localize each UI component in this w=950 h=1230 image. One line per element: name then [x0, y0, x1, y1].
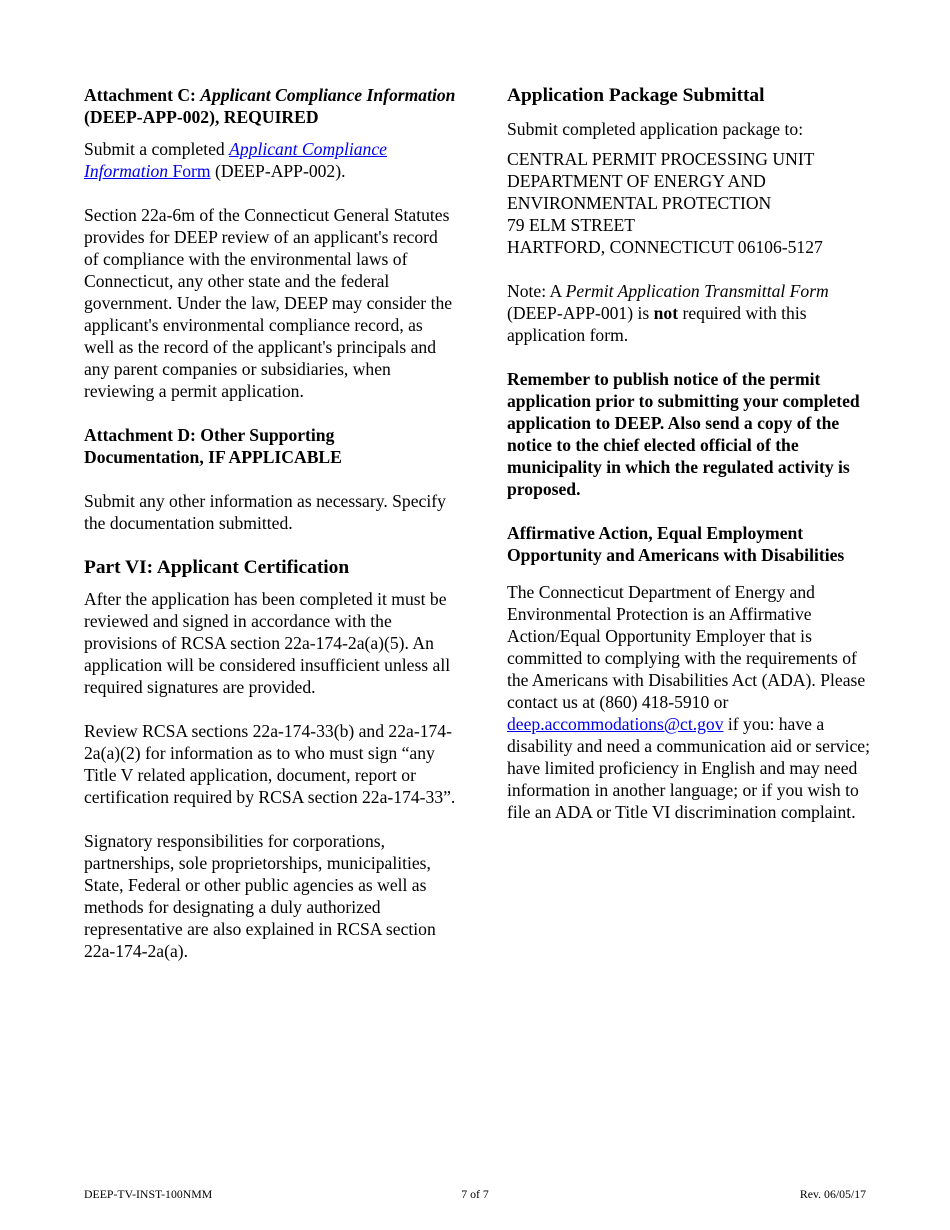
address-line: ENVIRONMENTAL PROTECTION	[507, 193, 772, 213]
footer-revision: Rev. 06/05/17	[799, 1187, 866, 1201]
ada-heading: Affirmative Action, Equal Employment Opportunity and Americans with Disabilities	[507, 523, 845, 565]
left-column	[84, 84, 456, 962]
accommodations-email-link[interactable]: deep.accommodations@ct.gov	[507, 714, 724, 734]
submittal-intro: Submit completed application package to:	[507, 119, 804, 139]
applicant-compliance-form-link[interactable]: Applicant Compliance Information Form	[84, 139, 387, 181]
part-vi-paragraph-3: Signatory responsibilities for corporations, partnerships, sole proprietorships, municipalities, State, Federal or other public agencies as well as methods for designating a duly authorized representative are also explained in RCSA section 22a-174-2a(a).	[84, 831, 436, 961]
part-vi-heading: Part VI: Applicant Certification	[84, 557, 350, 578]
attachment-d-heading: Attachment D: Other Supporting Documentation, IF APPLICABLE	[84, 425, 342, 467]
publish-notice-reminder: Remember to publish notice of the permit application prior to submitting your completed application to DEEP. Also send a copy of the notice to the chief elected official of the municipality in which the regulated activity is proposed.	[507, 369, 860, 499]
attachment-c-body: Section 22a-6m of the Connecticut General Statutes provides for DEEP review of an applicant's record of compliance with the environmental laws of Connecticut, any other state and the federal government. Under the law, DEEP may consider the applicant's environmental compliance record, as well as the record of the applicant's principals and any parent companies or subsidiaries, when reviewing a permit application.	[84, 205, 453, 401]
address-line: DEPARTMENT OF ENERGY AND	[507, 171, 766, 191]
address-line: 79 ELM STREET	[507, 215, 636, 235]
footer-doc-id: DEEP-TV-INST-100NMM	[84, 1187, 213, 1201]
address-line: CENTRAL PERMIT PROCESSING UNIT	[507, 149, 815, 169]
attachment-d-body: Submit any other information as necessary. Specify the documentation submitted.	[84, 491, 446, 533]
submittal-heading: Application Package Submittal	[507, 85, 765, 106]
part-vi-paragraph-1: After the application has been completed it must be reviewed and signed in accordance with the provisions of RCSA section 22a-174-2a(a)(5). An application will be considered insufficient unless all required signatures are provided.	[84, 589, 451, 697]
attachment-c-submit-text: Submit a completed Applicant Compliance Information Form (DEEP-APP-002).	[84, 139, 387, 181]
address-line: HARTFORD, CONNECTICUT 06106-5127	[507, 237, 823, 257]
mailing-address	[507, 148, 877, 258]
right-column	[507, 84, 877, 823]
part-vi-paragraph-2: Review RCSA sections 22a-174-33(b) and 22a-174-2a(a)(2) for information as to who must sign “any Title V related application, document, report or certification required by RCSA section 22a-174-33”.	[84, 721, 456, 807]
transmittal-note: Note: A Permit Application Transmittal Form (DEEP-APP-001) is not required with this application form.	[507, 281, 829, 345]
ada-body: The Connecticut Department of Energy and Environmental Protection is an Affirmative Action/Equal Opportunity Employer that is committed to complying with the requirements of the Americans with Disabilities Act (ADA). Please contact us at (860) 418-5910 or deep.accommodations@ct.gov if you: have a disability and need a communication aid or service; have limited proficiency in English and may need information in another language; or if you wish to file an ADA or Title VI discrimination complaint.	[507, 582, 870, 822]
attachment-c-heading: Attachment C: Applicant Compliance Information (DEEP-APP-002), REQUIRED	[84, 85, 456, 127]
footer-page-number: 7 of 7	[461, 1187, 489, 1201]
